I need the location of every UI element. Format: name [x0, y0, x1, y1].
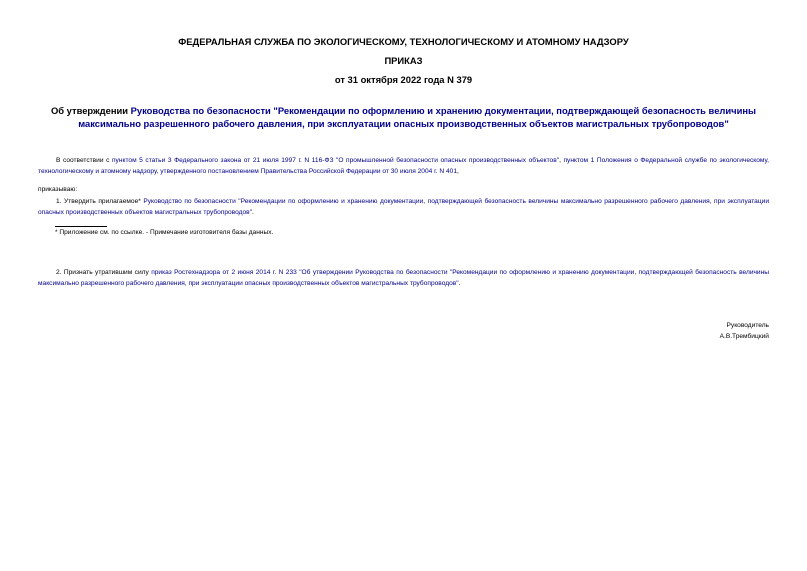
basis-text-2: ,	[559, 157, 564, 164]
document-type: ПРИКАЗ	[384, 55, 423, 66]
guide-link[interactable]: Руководство по безопасности "Рекомендации по оформлению и хранению документации, подтверждающей безопасность величины максимально разрешенного рабочего давления, при эксплуатации опасных производственных объектов магистральных трубопроводов"	[38, 198, 769, 216]
item-1-text: 1. Утвердить прилагаемое*	[56, 198, 144, 205]
basis-paragraph	[38, 156, 769, 177]
footnote-divider	[55, 226, 107, 227]
federal-law-link[interactable]: пунктом 5 статьи 3 Федерального закона от 21 июля 1997 г. N 116-ФЗ "О промышленной безопасности опасных производственных объектов"	[111, 157, 560, 164]
item-2-text: 2. Признать утратившим силу	[56, 269, 152, 276]
footnote: * Приложение см. по ссылке. - Примечание изготовителя базы данных.	[55, 229, 274, 236]
basis-text-1: В соответствии с	[56, 157, 112, 164]
signatory-position: Руководитель	[726, 322, 769, 329]
order-word: приказываю:	[38, 186, 78, 193]
repealed-order-link[interactable]: приказ Ростехнадзора от 2 июня 2014 г. N 233 "Об утверждении Руководства по безопасности "Рекомендации по оформлению и хранению документации, подтверждающей безопасность величины максимально разрешенного рабочего давления, при эксплуатации опасных производственных объектов магистральных трубопроводов"	[38, 269, 769, 287]
agency-heading: ФЕДЕРАЛЬНАЯ СЛУЖБА ПО ЭКОЛОГИЧЕСКОМУ, ТЕХНОЛОГИЧЕСКОМУ И АТОМНОМУ НАДЗОРУ	[178, 36, 629, 47]
regulation-link[interactable]: пунктом 1 Положения о Федеральной службе по экологическому, технологическому и атомному надзору, утвержденного постановлением Правительства Российской Федерации от 30 июля 2004 г. N 401	[38, 157, 769, 175]
item-2-paragraph	[38, 268, 769, 289]
document-title	[38, 105, 769, 130]
title-link[interactable]: Руководства по безопасности "Рекомендации по оформлению и хранению документации, подтверждающей безопасность величины максимально разрешенного рабочего давления, при эксплуатации опасных производственных объектов магистральных трубопроводов"	[78, 105, 757, 129]
signatory-name: А.В.Трембицкий	[719, 333, 769, 340]
item-1-end: .	[251, 208, 254, 216]
document-date-number: от 31 октября 2022 года N 379	[334, 74, 473, 85]
title-prefix: Об утверждении	[50, 105, 131, 116]
item-2-end: .	[458, 279, 461, 287]
basis-text-3: ,	[457, 167, 459, 175]
item-1-paragraph	[38, 197, 769, 218]
